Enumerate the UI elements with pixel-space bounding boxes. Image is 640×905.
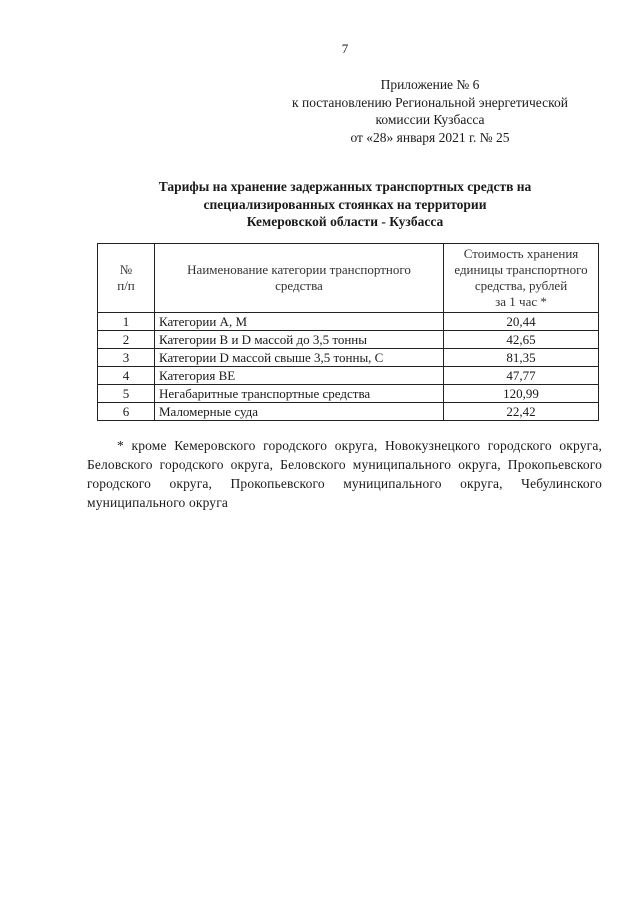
row-price: 22,42: [444, 403, 599, 421]
table-row: [98, 349, 599, 367]
appendix-title: Приложение № 6: [380, 77, 480, 92]
appendix-resolution: к постановлению Региональной энергетической: [292, 94, 568, 110]
row-category: Категории B и D массой до 3,5 тонны: [155, 331, 444, 349]
document-title: [110, 178, 580, 231]
appendix-commission: комиссии Кузбасса: [375, 112, 485, 127]
row-price: 42,65: [444, 331, 599, 349]
row-number: 5: [98, 385, 155, 403]
title-line-3: Кемеровской области - Кузбасса: [246, 214, 444, 229]
tariff-table: [97, 243, 599, 421]
row-category: Категории A, M: [155, 313, 444, 331]
header-price-line-4: за 1 час *: [495, 294, 547, 309]
page-number: 7: [341, 41, 349, 56]
table-header-row: [98, 244, 599, 313]
table-row: [98, 385, 599, 403]
header-price-line-2: единицы транспортного: [454, 262, 588, 277]
appendix-header: [250, 76, 610, 146]
table-row: [98, 331, 599, 349]
header-price-line-1: Стоимость хранения: [463, 246, 579, 261]
header-category-line-1: Наименование категории транспортного: [187, 262, 411, 277]
row-price: 81,35: [444, 349, 599, 367]
header-price-line-3: средства, рублей: [474, 278, 568, 293]
row-price: 20,44: [444, 313, 599, 331]
row-category: Маломерные суда: [155, 403, 444, 421]
row-number: 6: [98, 403, 155, 421]
row-category: Категории D массой свыше 3,5 тонны, C: [155, 349, 444, 367]
header-number: [98, 244, 155, 313]
table-row: [98, 367, 599, 385]
header-category-line-2: средства: [275, 278, 323, 293]
row-price: 120,99: [444, 385, 599, 403]
row-number: 1: [98, 313, 155, 331]
table-row: [98, 403, 599, 421]
appendix-date: от «28» января 2021 г. № 25: [350, 129, 510, 145]
row-category: Негабаритные транспортные средства: [155, 385, 444, 403]
row-number: 2: [98, 331, 155, 349]
title-line-1: Тарифы на хранение задержанных транспортных средств на: [158, 179, 532, 194]
row-category: Категория BE: [155, 367, 444, 385]
footnote: * кроме Кемеровского городского округа, Новокузнецкого городского округа, Беловского городского округа, Беловского муниципального округа, Прокопьевского городского округа, Прокопьевского муниципального округа, Чебулинского муниципального округа: [87, 438, 602, 510]
row-number: 4: [98, 367, 155, 385]
table-row: [98, 313, 599, 331]
header-number-line-1: №: [119, 262, 133, 277]
header-price: [444, 244, 599, 313]
row-price: 47,77: [444, 367, 599, 385]
row-number: 3: [98, 349, 155, 367]
header-category: [155, 244, 444, 313]
header-number-line-2: п/п: [117, 278, 135, 293]
title-line-2: специализированных стоянках на территории: [203, 196, 487, 212]
